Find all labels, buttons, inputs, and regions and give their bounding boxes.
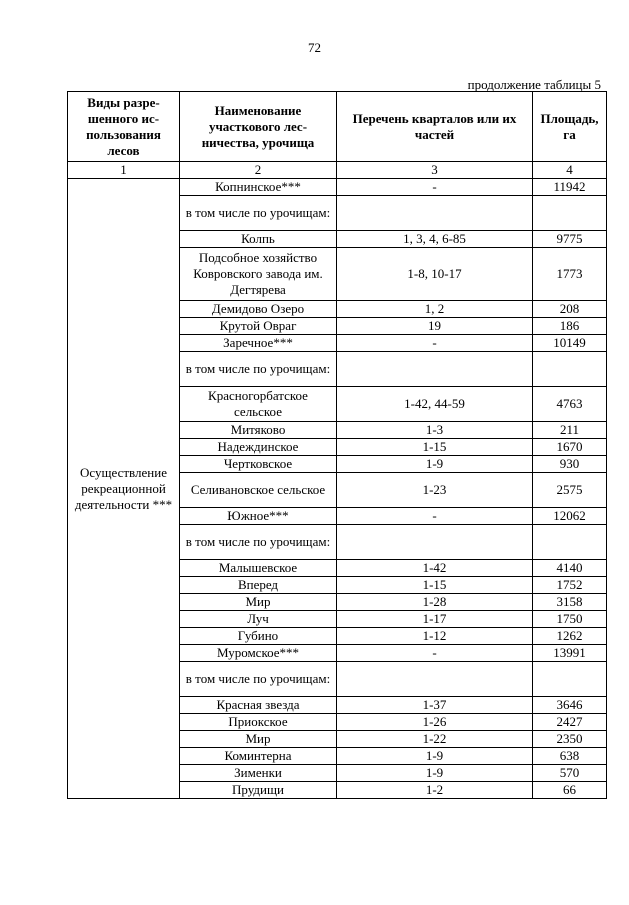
forestry-name-cell: Подсобное хозяйство Ковровского завода им. Дегтярева — [180, 248, 337, 301]
forestry-name-cell: Прудищи — [180, 782, 337, 799]
area-cell — [533, 525, 607, 560]
area-cell — [533, 352, 607, 387]
quarters-cell: 1-9 — [337, 748, 533, 765]
quarters-cell: 19 — [337, 318, 533, 335]
area-cell: 3158 — [533, 594, 607, 611]
quarters-cell — [337, 525, 533, 560]
forestry-name-cell: Коминтерна — [180, 748, 337, 765]
area-cell: 4763 — [533, 387, 607, 422]
area-cell: 12062 — [533, 508, 607, 525]
area-cell: 1773 — [533, 248, 607, 301]
quarters-cell — [337, 352, 533, 387]
quarters-cell: 1-22 — [337, 731, 533, 748]
forestry-name-cell: Мир — [180, 731, 337, 748]
header-forestry-name: Наименование участкового лес-ничества, урочища — [180, 92, 337, 162]
header-usage-type: Виды разре-шенного ис-пользования лесов — [68, 92, 180, 162]
quarters-cell: 1-2 — [337, 782, 533, 799]
quarters-cell — [337, 196, 533, 231]
column-number: 3 — [337, 162, 533, 179]
quarters-cell: 1-9 — [337, 456, 533, 473]
forestry-name-cell: Надеждинское — [180, 439, 337, 456]
table-body — [68, 179, 607, 799]
forestry-name-cell: Крутой Овраг — [180, 318, 337, 335]
forestry-name-cell: Приокское — [180, 714, 337, 731]
table-row — [68, 179, 607, 196]
forestry-name-cell: в том числе по урочищам: — [180, 196, 337, 231]
forestry-name-cell: Красногорбатское сельское — [180, 387, 337, 422]
quarters-cell: 1-26 — [337, 714, 533, 731]
forestry-name-cell: Заречное*** — [180, 335, 337, 352]
usage-type-cell: Осуществление рекреационной деятельности *** — [68, 179, 180, 799]
header-area: Площадь, га — [533, 92, 607, 162]
column-numbering-row — [68, 162, 607, 179]
quarters-cell: - — [337, 335, 533, 352]
area-cell: 1752 — [533, 577, 607, 594]
area-cell: 9775 — [533, 231, 607, 248]
area-cell — [533, 662, 607, 697]
quarters-cell: 1-12 — [337, 628, 533, 645]
quarters-cell: 1, 2 — [337, 301, 533, 318]
quarters-cell: 1-42 — [337, 560, 533, 577]
area-cell: 2575 — [533, 473, 607, 508]
area-cell: 1262 — [533, 628, 607, 645]
quarters-cell: 1-3 — [337, 422, 533, 439]
forestry-name-cell: Красная звезда — [180, 697, 337, 714]
forestry-name-cell: Вперед — [180, 577, 337, 594]
forestry-name-cell: Зименки — [180, 765, 337, 782]
area-cell: 2427 — [533, 714, 607, 731]
forestry-name-cell: в том числе по урочищам: — [180, 525, 337, 560]
forestry-name-cell: в том числе по урочищам: — [180, 662, 337, 697]
forestry-name-cell: Чертковское — [180, 456, 337, 473]
area-cell: 638 — [533, 748, 607, 765]
area-cell: 1670 — [533, 439, 607, 456]
forestry-name-cell: Губино — [180, 628, 337, 645]
forestry-name-cell: в том числе по урочищам: — [180, 352, 337, 387]
area-cell: 11942 — [533, 179, 607, 196]
area-cell: 570 — [533, 765, 607, 782]
quarters-cell: - — [337, 179, 533, 196]
page-number: 72 — [308, 40, 321, 55]
column-number: 1 — [68, 162, 180, 179]
column-number: 2 — [180, 162, 337, 179]
table-header-row — [68, 92, 607, 162]
area-cell: 211 — [533, 422, 607, 439]
quarters-cell: - — [337, 645, 533, 662]
quarters-cell: 1-28 — [337, 594, 533, 611]
quarters-cell: 1-17 — [337, 611, 533, 628]
quarters-cell: 1, 3, 4, 6-85 — [337, 231, 533, 248]
forestry-name-cell: Селивановское сельское — [180, 473, 337, 508]
forestry-name-cell: Муромское*** — [180, 645, 337, 662]
quarters-cell: 1-8, 10-17 — [337, 248, 533, 301]
area-cell: 930 — [533, 456, 607, 473]
area-cell: 13991 — [533, 645, 607, 662]
quarters-cell: 1-37 — [337, 697, 533, 714]
forestry-name-cell: Южное*** — [180, 508, 337, 525]
area-cell — [533, 196, 607, 231]
area-cell: 66 — [533, 782, 607, 799]
quarters-cell: 1-23 — [337, 473, 533, 508]
column-number: 4 — [533, 162, 607, 179]
area-cell: 4140 — [533, 560, 607, 577]
forestry-name-cell: Мир — [180, 594, 337, 611]
header-quarters: Перечень кварталов или их частей — [337, 92, 533, 162]
forestry-name-cell: Малышевское — [180, 560, 337, 577]
forest-use-table — [67, 91, 607, 799]
forestry-name-cell: Демидово Озеро — [180, 301, 337, 318]
quarters-cell: 1-15 — [337, 577, 533, 594]
forestry-name-cell: Колпь — [180, 231, 337, 248]
forestry-name-cell: Митяково — [180, 422, 337, 439]
quarters-cell: 1-15 — [337, 439, 533, 456]
area-cell: 208 — [533, 301, 607, 318]
area-cell: 186 — [533, 318, 607, 335]
forestry-name-cell: Луч — [180, 611, 337, 628]
quarters-cell: 1-9 — [337, 765, 533, 782]
area-cell: 3646 — [533, 697, 607, 714]
area-cell: 1750 — [533, 611, 607, 628]
quarters-cell — [337, 662, 533, 697]
area-cell: 2350 — [533, 731, 607, 748]
quarters-cell: - — [337, 508, 533, 525]
table-continuation-label: продолжение таблицы 5 — [467, 77, 601, 92]
area-cell: 10149 — [533, 335, 607, 352]
forestry-name-cell: Копнинское*** — [180, 179, 337, 196]
quarters-cell: 1-42, 44-59 — [337, 387, 533, 422]
